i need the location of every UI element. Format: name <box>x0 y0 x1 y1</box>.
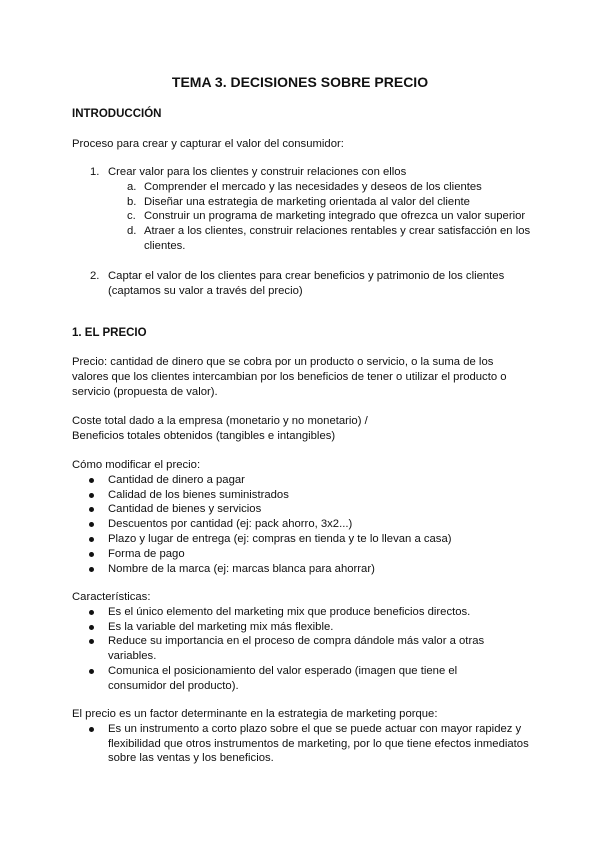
list-letter: b. <box>127 195 137 208</box>
bullet-text: Es el único elemento del marketing mix que produce beneficios directos. <box>108 605 471 618</box>
bullet-icon <box>89 493 94 498</box>
bullet-icon <box>89 625 94 630</box>
bullet-text: Comunica el posicionamiento del valor esperado (imagen que tiene el consumidor del producto). <box>108 664 458 692</box>
bullet-item <box>72 562 532 577</box>
bullet-item <box>72 634 512 664</box>
bullet-text: Nombre de la marca (ej: marcas blanca para ahorrar) <box>108 562 375 575</box>
list-number: 2. <box>90 269 100 282</box>
list-number: 1. <box>90 166 100 178</box>
list-item <box>72 165 532 180</box>
bullet-text: Forma de pago <box>108 547 185 560</box>
bullet-item <box>72 517 532 532</box>
bullet-text: Reduce su importancia en el proceso de compra dándole más valor a otras variables. <box>108 635 485 663</box>
sub-item <box>72 180 532 195</box>
numbered-list <box>72 165 532 298</box>
bullet-item <box>72 664 512 694</box>
bullet-item <box>72 473 532 488</box>
bullet-icon <box>89 507 94 512</box>
bullet-icon <box>89 567 94 572</box>
list-letter: c. <box>127 210 136 223</box>
bullet-icon <box>89 669 94 674</box>
factor-lead: El precio es un factor determinante en la estrategia de marketing porque: <box>72 708 438 720</box>
formula-line-2: Beneficios totales obtenidos (tangibles e intangibles) <box>72 430 336 442</box>
sub-item <box>72 195 532 210</box>
list-text: Atraer a los clientes, construir relaciones rentables y crear satisfacción en los clientes. <box>144 225 531 252</box>
bullet-item <box>72 547 532 562</box>
bullet-text: Descuentos por cantidad (ej: pack ahorro, 3x2...) <box>108 518 353 531</box>
sub-item <box>72 209 532 224</box>
bullet-text: Es un instrumento a corto plazo sobre el que se puede actuar con mayor rapidez y flexibilidad que otros instrumentos de marketing, por lo que tiene efectos inmediatos sobre las ventas y los beneficios. <box>108 722 529 765</box>
document-title: TEMA 3. DECISIONES SOBRE PRECIO <box>171 74 429 90</box>
sub-item <box>72 224 532 254</box>
bullet-text: Cantidad de bienes y servicios <box>108 503 262 516</box>
modify-lead: Cómo modificar el precio: <box>72 459 201 471</box>
bullet-icon <box>89 727 94 732</box>
list-text: Captar el valor de los clientes para crear beneficios y patrimonio de los clientes (captamos su valor a través del precio) <box>108 269 505 297</box>
section-heading-intro: INTRODUCCIÓN <box>72 108 162 120</box>
characteristics-lead: Características: <box>72 591 151 603</box>
bullet-icon <box>89 522 94 527</box>
bullet-icon <box>89 610 94 615</box>
list-text: Construir un programa de marketing integrado que ofrezca un valor superior <box>144 210 526 223</box>
list-letter: d. <box>127 225 137 238</box>
bullet-item <box>72 502 532 517</box>
list-item <box>72 269 532 299</box>
bullet-icon <box>89 537 94 542</box>
bullet-text: Calidad de los bienes suministrados <box>108 488 289 501</box>
bullet-item <box>72 722 532 766</box>
factor-list <box>72 707 532 766</box>
bullet-item <box>72 620 512 635</box>
bullet-icon <box>89 552 94 557</box>
bullet-icon <box>89 478 94 483</box>
list-letter: a. <box>127 180 137 193</box>
intro-lead: Proceso para crear y capturar el valor del consumidor: <box>72 138 344 150</box>
list-text: Crear valor para los clientes y construir relaciones con ellos <box>108 166 407 178</box>
bullet-icon <box>89 639 94 644</box>
list-text: Comprender el mercado y las necesidades y deseos de los clientes <box>144 180 482 193</box>
bullet-item <box>72 488 532 503</box>
bullet-text: Plazo y lugar de entrega (ej: compras en tienda y te lo llevan a casa) <box>108 532 452 545</box>
bullet-text: Es la variable del marketing mix más flexible. <box>108 620 334 633</box>
characteristics-list <box>72 590 512 694</box>
bullet-item <box>72 532 532 547</box>
bullet-text: Cantidad de dinero a pagar <box>108 473 245 486</box>
bullet-item <box>72 605 512 620</box>
formula-line-1: Coste total dado a la empresa (monetario y no monetario) / <box>72 415 368 427</box>
section-heading-precio: 1. EL PRECIO <box>72 327 147 339</box>
precio-definition: Precio: cantidad de dinero que se cobra por un producto o servicio, o la suma de los valores que los clientes intercambian por los beneficios de tener o utilizar el producto o servicio (propuesta de valor). <box>72 356 507 398</box>
list-text: Diseñar una estrategia de marketing orientada al valor del cliente <box>144 195 470 208</box>
modify-list <box>72 458 532 576</box>
